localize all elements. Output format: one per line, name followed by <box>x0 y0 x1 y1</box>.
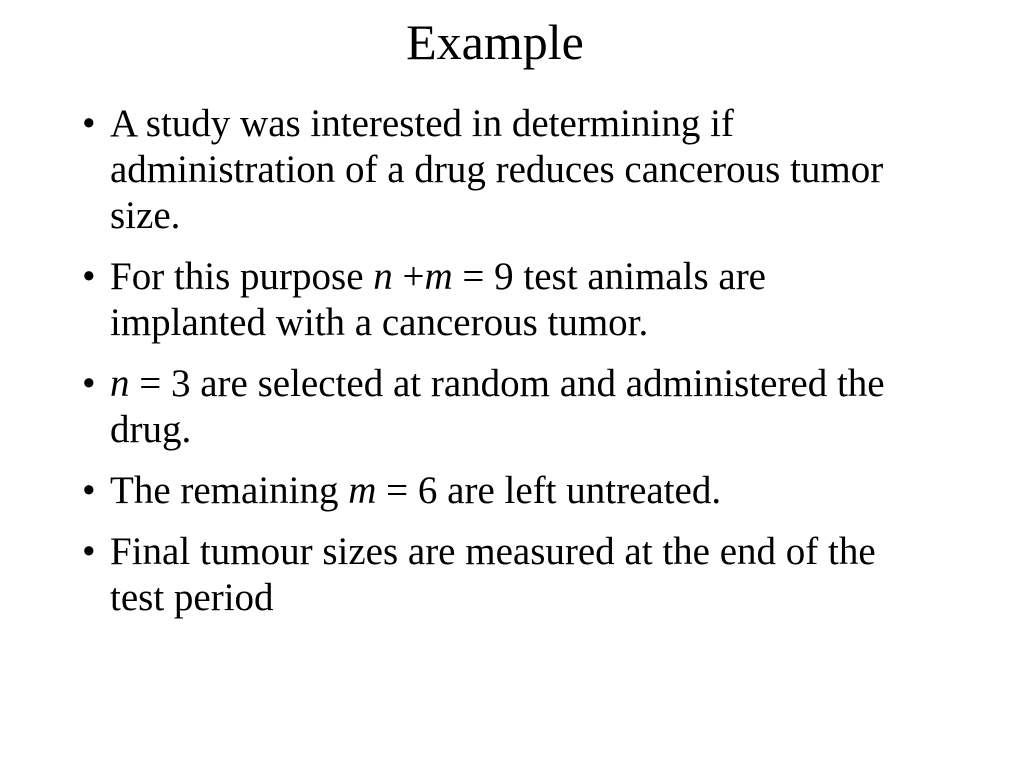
bullet-marker: • <box>82 530 96 573</box>
math-variable-m: m <box>424 255 453 298</box>
bullet-item-untreated-group <box>76 468 926 514</box>
bullet-item-purpose <box>76 254 926 346</box>
math-operator-plus: + <box>392 255 425 298</box>
bullet-item-study <box>76 101 926 239</box>
bullet-text-prefix: For this purpose <box>110 255 374 298</box>
math-variable-n: n <box>373 255 393 298</box>
bullet-marker: • <box>82 255 96 298</box>
slide-title: Example <box>406 14 584 70</box>
bullet-list <box>76 101 926 636</box>
bullet-text: A study was interested in determining if administration of a drug reduces cancerous tumor size. <box>110 102 884 237</box>
bullet-marker: • <box>82 469 96 512</box>
bullet-text-prefix: The remaining <box>110 469 349 512</box>
bullet-text-suffix: = 9 test animals are implanted with a cancerous tumor. <box>110 255 766 344</box>
bullet-text-suffix: = 3 are selected at random and administered the drug. <box>110 362 885 451</box>
bullet-item-measurement <box>76 529 926 621</box>
bullet-marker: • <box>82 102 96 145</box>
bullet-marker: • <box>82 362 96 405</box>
bullet-item-treated-group <box>76 361 926 453</box>
bullet-text-suffix: = 6 are left untreated. <box>376 469 722 512</box>
math-variable-n: n <box>110 362 130 405</box>
bullet-text: Final tumour sizes are measured at the end of the test period <box>110 530 876 619</box>
math-variable-m: m <box>348 469 377 512</box>
